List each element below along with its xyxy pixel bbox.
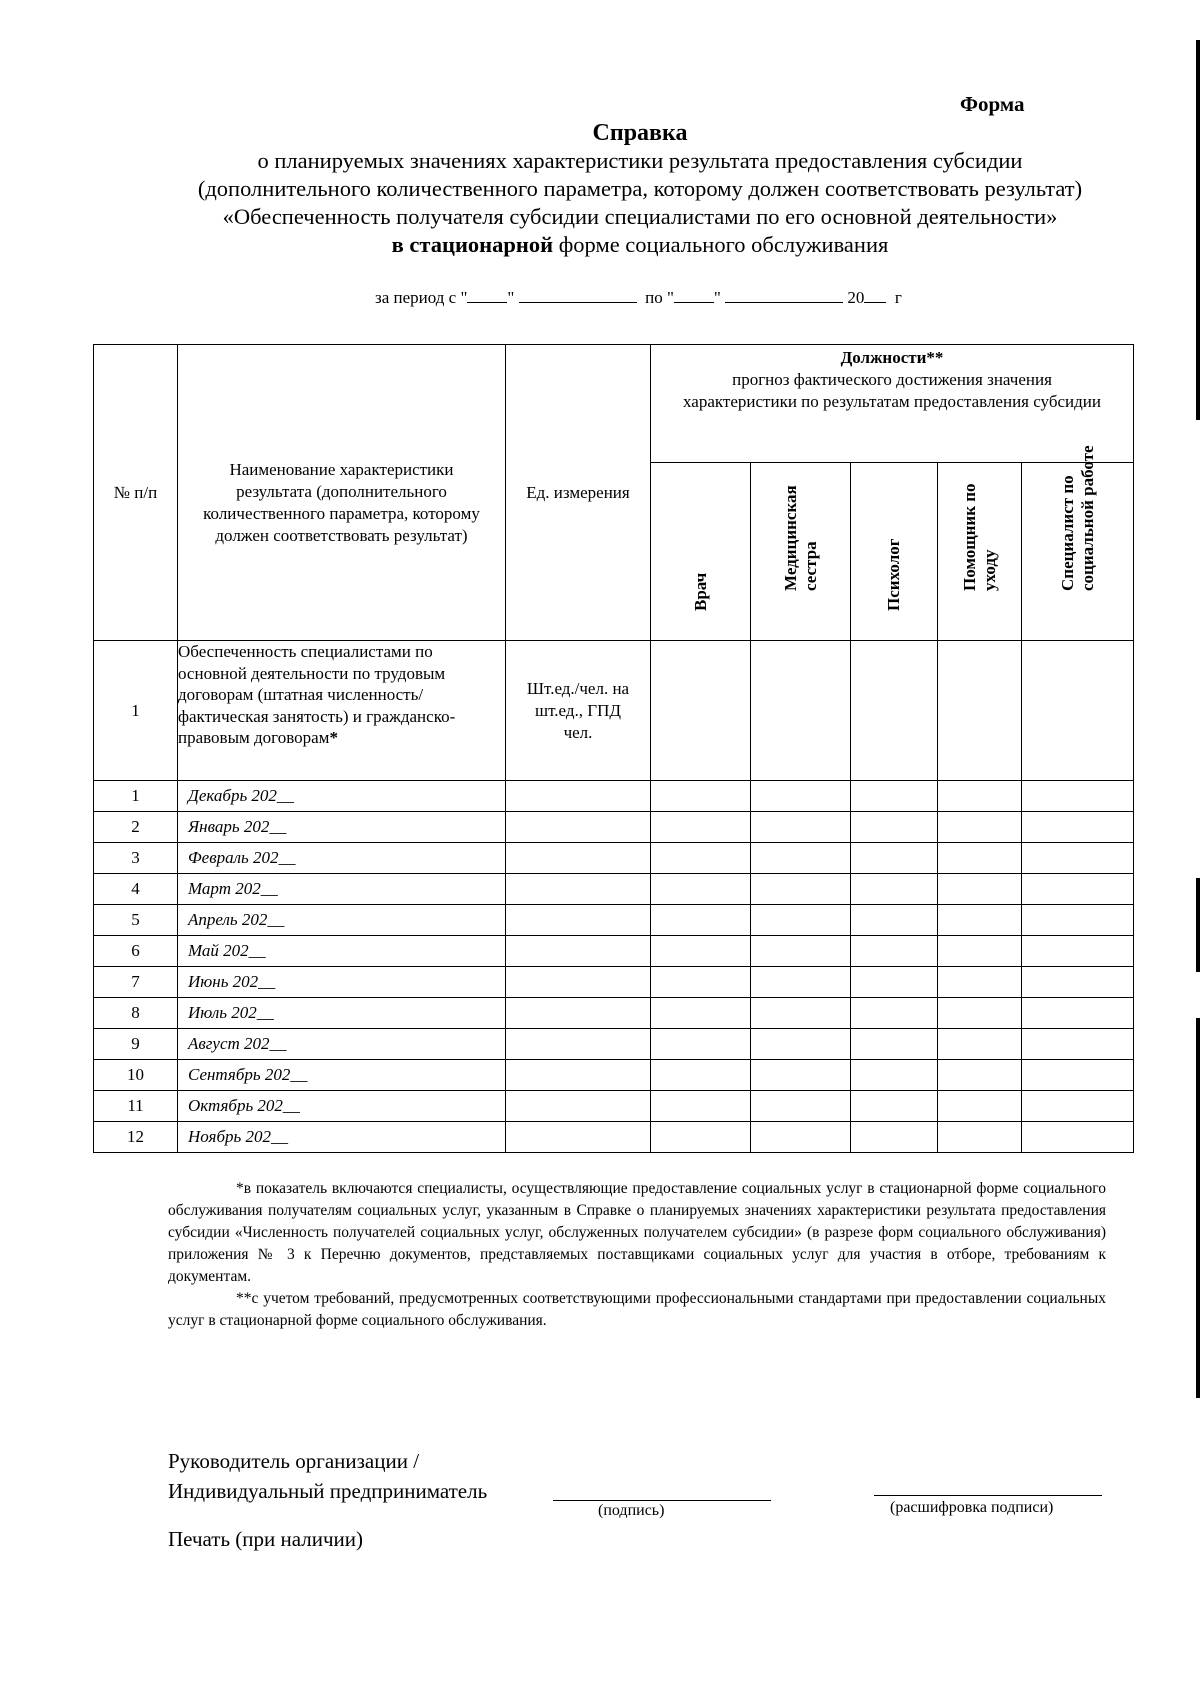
row-month: Июнь 202__ [178,967,506,998]
table-cell[interactable] [751,967,851,998]
subtitle-bold: в стационарной [391,232,554,257]
row-num: 1 [94,781,178,812]
table-cell[interactable] [938,936,1022,967]
table-cell[interactable] [851,812,938,843]
signature-line [553,1500,771,1501]
row-unit: Шт.ед./чел. на шт.ед., ГПД чел. [506,641,651,781]
scan-edge-mark [1196,878,1200,972]
row-month: Август 202__ [178,1029,506,1060]
row-num: 2 [94,812,178,843]
header-position-nurse [751,463,851,641]
period-year: 20 [847,288,865,307]
subtitle-rest: форме социального обслуживания [553,232,889,257]
footnote-1: *в показатель включаются специалисты, осуществляющие предоставление социальных услуг в стационарной форме социального обслуживания получателям социальных услуг, указанным в Справке о планируемых значениях характеристики результата предоставления субсидии «Численность получателей социальных услуг, обслуженных получателем субсидии» (в разрезе форм социального обслуживания) приложения № 3 к Перечню документов, представляемых поставщиками социальных услуг для участия в отборе, требованиям к документам. [168,1180,1106,1285]
row-month: Декабрь 202__ [178,781,506,812]
row-month: Июль 202__ [178,998,506,1029]
table-cell[interactable] [506,967,651,998]
row-name-star: * [329,728,338,747]
header-num: № п/п [94,345,178,641]
month-rows [94,781,1134,1153]
footnote-2: **с учетом требований, предусмотренных соответствующими профессиональными стандартами при предоставлении социальных услуг в стационарной форме социального обслуживания. [168,1290,1106,1329]
period-month-to-blank [725,288,843,303]
table-cell[interactable] [651,967,751,998]
table-cell[interactable] [851,936,938,967]
table-cell[interactable] [1022,998,1134,1029]
table-row [94,905,1134,936]
row-num: 7 [94,967,178,998]
table-cell[interactable] [938,905,1022,936]
table-cell[interactable] [1022,936,1134,967]
header-position-doctor [651,463,751,641]
table-cell[interactable] [851,1091,938,1122]
table-cell[interactable] [1022,1029,1134,1060]
row-num: 10 [94,1060,178,1091]
row-month: Ноябрь 202__ [178,1122,506,1153]
table-row [94,967,1134,998]
table-cell[interactable] [751,1060,851,1091]
row-num: 1 [94,641,178,781]
table-cell[interactable] [938,967,1022,998]
table-cell[interactable] [506,843,651,874]
row-month: Февраль 202__ [178,843,506,874]
table-cell[interactable] [506,781,651,812]
stamp-label: Печать (при наличии) [168,1527,364,1551]
period-line [375,288,902,308]
row-name-text: Обеспеченность специалистами по основной деятельности по трудовым договорам (штатная численность/ фактическая занятость) и гражданско-правовым договорам [178,642,456,747]
positions-title: Должности** [840,348,944,367]
table-cell[interactable] [851,781,938,812]
table-cell[interactable] [751,874,851,905]
row-month: Май 202__ [178,936,506,967]
role-line: Руководитель организации / [168,1449,420,1473]
row-month: Октябрь 202__ [178,1091,506,1122]
subtitle-line [0,231,1200,259]
subtitle-line: (дополнительного количественного параметра, которому должен соответствовать результат) [197,176,1083,201]
footnotes [168,1178,1106,1332]
row-num: 4 [94,874,178,905]
positions-subtitle: прогноз фактического достижения значения характеристики по результатам предоставления субсидии [683,370,1101,411]
table-row [94,843,1134,874]
table-cell[interactable] [938,781,1022,812]
header-position-psychologist [851,463,938,641]
table-cell[interactable] [851,1060,938,1091]
table-cell[interactable] [651,1091,751,1122]
table-cell[interactable] [651,874,751,905]
row-month: Сентябрь 202__ [178,1060,506,1091]
table-row [94,1029,1134,1060]
table-cell[interactable] [1022,843,1134,874]
table-cell[interactable] [651,998,751,1029]
table-cell[interactable] [751,781,851,812]
period-year-blank [864,288,886,303]
table-cell[interactable] [751,998,851,1029]
table-cell[interactable] [751,843,851,874]
table-cell[interactable] [751,936,851,967]
table-cell[interactable] [1022,1122,1134,1153]
table-cell[interactable] [851,998,938,1029]
table-cell[interactable] [651,1122,751,1153]
subtitle-line: о планируемых значениях характеристики результата предоставления субсидии [257,148,1023,173]
role-line: Индивидуальный предприниматель [168,1479,488,1503]
table-cell[interactable] [751,641,851,781]
table-cell[interactable] [506,905,651,936]
row-month: Март 202__ [178,874,506,905]
table-cell[interactable] [1022,812,1134,843]
period-quote: " [713,288,721,307]
table-cell[interactable] [938,1122,1022,1153]
table-cell[interactable] [751,1029,851,1060]
table-cell[interactable] [851,905,938,936]
table-cell[interactable] [506,874,651,905]
document-title: Справка [592,120,688,146]
table-cell[interactable] [506,1060,651,1091]
header-name: Наименование характеристики результата (дополнительного количественного параметра, которому должен соответствовать результат) [178,345,506,641]
period-to: по " [645,288,674,307]
table-cell[interactable] [651,641,751,781]
row-month: Апрель 202__ [178,905,506,936]
signature-caption: (подпись) [598,1502,665,1519]
table-cell[interactable] [938,1029,1022,1060]
header-position-care-assistant [938,463,1022,641]
table-cell[interactable] [851,967,938,998]
table-cell[interactable] [1022,1060,1134,1091]
table-cell[interactable] [506,936,651,967]
position-label: Медицинская сестра [780,484,820,591]
table-cell[interactable] [651,843,751,874]
signatory-role [168,1446,487,1506]
table-cell[interactable] [651,781,751,812]
table-row [94,812,1134,843]
table-cell[interactable] [651,905,751,936]
table-cell[interactable] [751,1091,851,1122]
position-label: Врач [690,572,710,611]
table-cell[interactable] [1022,781,1134,812]
data-table [93,344,1134,1153]
table-cell[interactable] [938,812,1022,843]
period-year-suffix: г [894,288,902,307]
table-cell[interactable] [938,1091,1022,1122]
table-cell[interactable] [651,812,751,843]
decode-line [874,1495,1102,1496]
table-cell[interactable] [938,1060,1022,1091]
decode-caption: (расшифровка подписи) [890,1499,1054,1516]
table-cell[interactable] [751,812,851,843]
position-label: Помощник по уходу [959,482,999,591]
row-num: 11 [94,1091,178,1122]
table-cell[interactable] [851,843,938,874]
table-cell[interactable] [1022,967,1134,998]
table-cell[interactable] [938,843,1022,874]
row-num: 8 [94,998,178,1029]
row-num: 5 [94,905,178,936]
form-label: Форма [960,92,1025,116]
table-cell[interactable] [851,874,938,905]
position-label: Психолог [884,538,903,611]
table-row [94,998,1134,1029]
table-cell[interactable] [938,641,1022,781]
scan-edge-mark [1196,1018,1200,1398]
table-cell[interactable] [1022,905,1134,936]
table-cell[interactable] [751,905,851,936]
period-day-to-blank [674,288,714,303]
subtitle-line: «Обеспеченность получателя субсидии специалистами по его основной деятельности» [222,204,1058,229]
table-row [94,641,1134,781]
table-cell[interactable] [938,998,1022,1029]
table-cell[interactable] [851,1122,938,1153]
row-num: 6 [94,936,178,967]
row-num: 12 [94,1122,178,1153]
table-cell[interactable] [1022,874,1134,905]
row-num: 3 [94,843,178,874]
table-cell[interactable] [851,1029,938,1060]
row-num: 9 [94,1029,178,1060]
table-row [94,1122,1134,1153]
row-month: Январь 202__ [178,812,506,843]
table-cell[interactable] [938,874,1022,905]
table-cell[interactable] [851,641,938,781]
position-label: Специалист по социальной работе [1057,444,1097,591]
table-cell[interactable] [651,1029,751,1060]
table-cell[interactable] [506,998,651,1029]
header-unit: Ед. измерения [506,345,651,641]
table-cell[interactable] [1022,641,1134,781]
table-row [94,1091,1134,1122]
period-quote: " [507,288,515,307]
table-cell[interactable] [506,1029,651,1060]
table-row [94,781,1134,812]
table-row [94,936,1134,967]
period-prefix: за период с " [375,288,468,307]
table-cell[interactable] [506,812,651,843]
table-cell[interactable] [651,936,751,967]
table-cell[interactable] [506,1091,651,1122]
table-cell[interactable] [1022,1091,1134,1122]
document-subtitle [0,147,1200,259]
period-day-from-blank [467,288,507,303]
table-cell[interactable] [751,1122,851,1153]
period-month-from-blank [519,288,637,303]
table-row [94,874,1134,905]
header-position-social-worker [1022,444,1134,641]
table-cell[interactable] [651,1060,751,1091]
table-row [94,1060,1134,1091]
table-cell[interactable] [506,1122,651,1153]
row-name [178,641,506,781]
